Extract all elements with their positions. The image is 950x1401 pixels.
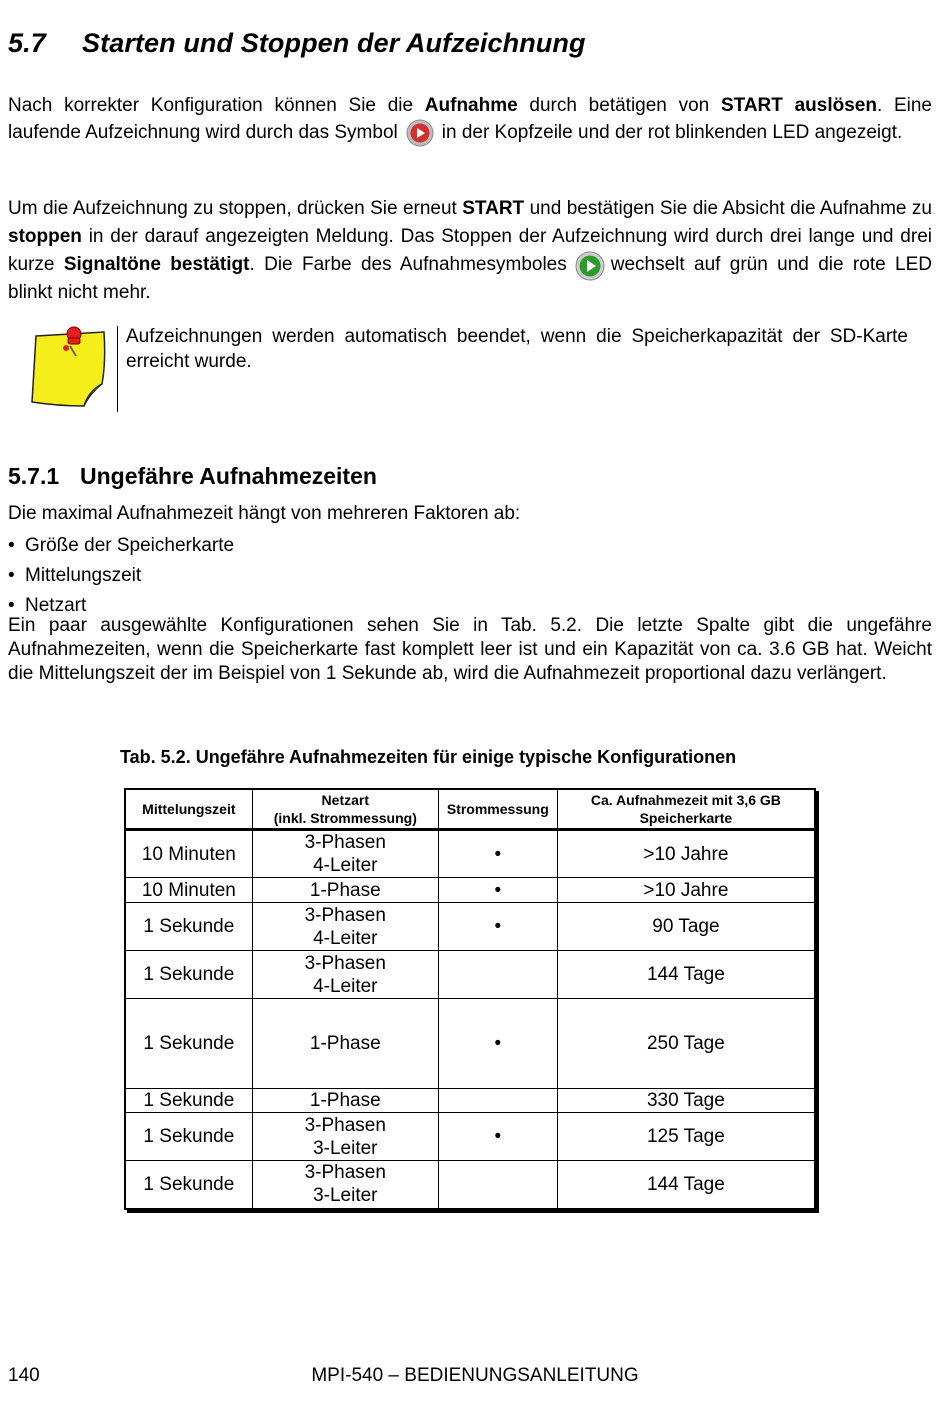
cell-net [252, 1161, 438, 1209]
table-row [125, 1161, 815, 1209]
subsection-number: 5.7.1 [8, 463, 60, 489]
section-heading [8, 28, 586, 59]
cell-current: • [438, 903, 557, 951]
header-mittelungszeit: Mittelungszeit [125, 789, 252, 830]
net-line: 3-Phasen [304, 952, 386, 974]
list-item-text: Mittelungszeit [25, 565, 142, 586]
header-line: Ca. Aufnahmezeit mit 3,6 GB [590, 792, 781, 808]
table-row [125, 878, 815, 903]
list-item [8, 531, 234, 561]
table-row [125, 1089, 815, 1113]
note-text: Aufzeichnungen werden automatisch beendet, wenn die Speicherkapazität der SD-Karte erreicht wurde. [126, 326, 908, 372]
bullet: • [8, 535, 15, 556]
cell-net [252, 903, 438, 951]
header-line: Netzart [321, 792, 370, 808]
header-line: (inkl. Strommessung) [273, 810, 417, 826]
net-line: 3-Leiter [313, 1185, 378, 1207]
cell-current [438, 951, 557, 999]
section-title: Starten und Stoppen der Aufzeichnung [82, 28, 586, 58]
cell-current: • [438, 1113, 557, 1161]
text-run: . Die Farbe des Aufnahmesymboles [249, 254, 567, 276]
paragraph-start-recording [8, 92, 932, 147]
text-run: Um die Aufzeichnung zu stoppen, drücken Sie erneut [8, 198, 463, 219]
text-run: und bestätigen Sie die Absicht die Aufnahme zu [524, 198, 932, 219]
net-line: 3-Phasen [304, 832, 386, 853]
recording-time-table [124, 788, 816, 1210]
bullet: • [8, 595, 15, 616]
bold-run: stoppen [8, 226, 82, 247]
cell-current: • [438, 999, 557, 1089]
cell-time: 250 Tage [557, 999, 815, 1089]
cell-net: 1-Phase [252, 878, 438, 903]
cell-time: 144 Tage [557, 951, 815, 999]
cell-avg: 1 Sekunde [125, 1161, 252, 1209]
cell-avg: 1 Sekunde [125, 951, 252, 999]
cell-avg: 1 Sekunde [125, 903, 252, 951]
footer-title: MPI-540 – BEDIENUNGSANLEITUNG [311, 1365, 639, 1386]
cell-avg: 1 Sekunde [125, 1089, 252, 1113]
record-icon [406, 119, 434, 147]
text-run: in der darauf angezeigten Meldung. Das Stoppen der Aufzeichnung wird durch drei lange und drei kurze [8, 226, 932, 276]
table-row [125, 1113, 815, 1161]
bold-run: START [462, 198, 525, 219]
subsection-heading [8, 463, 377, 490]
net-line: 3-Phasen [304, 1162, 386, 1184]
net-line: 3-Leiter [313, 1137, 378, 1159]
sticky-note-icon [28, 322, 112, 410]
note-box [28, 322, 918, 414]
cell-net [252, 951, 438, 999]
header-strommessung: Strommessung [438, 789, 557, 830]
cell-current [438, 1161, 557, 1209]
paragraph-table-intro: Ein paar ausgewählte Konfigurationen sehen Sie in Tab. 5.2. Die letzte Spalte gibt die ungefähre Aufnahmezeiten, wenn die Speicherkarte fast komplett leer ist und ein Kapazität von ca. 3.6 GB hat. Weicht die Mittelungszeit der im Beispiel von 1 Sekunde ab, wird die Aufnahmezeit proportional dazu verlängert. [8, 615, 932, 684]
cell-avg: 1 Sekunde [125, 1113, 252, 1161]
net-line: 4-Leiter [313, 927, 378, 949]
cell-current: • [438, 878, 557, 903]
bold-run: Aufnahme [424, 95, 518, 116]
cell-avg: 10 Minuten [125, 878, 252, 903]
cell-time: >10 Jahre [557, 830, 815, 878]
list-item-text: Netzart [25, 595, 87, 616]
header-aufnahmezeit [557, 789, 815, 830]
table-header-row [125, 789, 815, 830]
cell-time: >10 Jahre [557, 878, 815, 903]
bold-run: Signaltöne bestätigt [63, 254, 250, 276]
net-line: 3-Phasen [304, 904, 386, 926]
factor-list [8, 531, 234, 621]
cell-net [252, 1113, 438, 1161]
net-line: 4-Leiter [313, 855, 378, 876]
text-run: in der Kopfzeile und der rot blinkenden LED angezeigt. [441, 122, 903, 144]
subsection-title: Ungefähre Aufnahmezeiten [80, 463, 377, 489]
table-row [125, 830, 815, 878]
cell-time: 144 Tage [557, 1161, 815, 1209]
list-item-text: Größe der Speicherkarte [25, 535, 235, 556]
net-line: 3-Phasen [304, 1114, 386, 1136]
cell-avg: 10 Minuten [125, 830, 252, 878]
intro-text: Die maximal Aufnahmezeit hängt von mehreren Faktoren ab: [8, 503, 521, 524]
cell-current: • [438, 830, 557, 878]
header-netzart [252, 789, 438, 830]
cell-time: 330 Tage [557, 1089, 815, 1113]
cell-net: 1-Phase [252, 1089, 438, 1113]
note-divider [117, 326, 118, 412]
table-caption: Tab. 5.2. Ungefähre Aufnahmezeiten für einige typische Konfigurationen [120, 747, 737, 767]
cell-avg: 1 Sekunde [125, 999, 252, 1089]
text-run: durch betätigen von [517, 95, 721, 116]
cell-time: 125 Tage [557, 1113, 815, 1161]
text-run: . Eine laufende Aufzeichnung wird durch das Symbol [8, 95, 933, 144]
text-run: Nach korrekter Konfiguration können Sie die [8, 95, 425, 116]
header-line: Speicherkarte [639, 810, 733, 826]
table-row [125, 999, 815, 1089]
text-run: wechselt auf grün und die rote LED blinkt nicht mehr. [8, 254, 932, 304]
net-line: 4-Leiter [313, 975, 378, 997]
page-number: 140 [8, 1365, 40, 1386]
cell-time: 90 Tage [557, 903, 815, 951]
bold-run: START auslösen [720, 95, 877, 116]
play-icon [575, 251, 603, 279]
cell-net: 1-Phase [252, 999, 438, 1089]
cell-current [438, 1089, 557, 1113]
list-item [8, 561, 234, 591]
section-number: 5.7 [8, 28, 46, 58]
table-row [125, 951, 815, 999]
cell-net [252, 830, 438, 878]
paragraph-stop-recording [8, 195, 932, 307]
table-row [125, 903, 815, 951]
bullet: • [8, 565, 15, 586]
